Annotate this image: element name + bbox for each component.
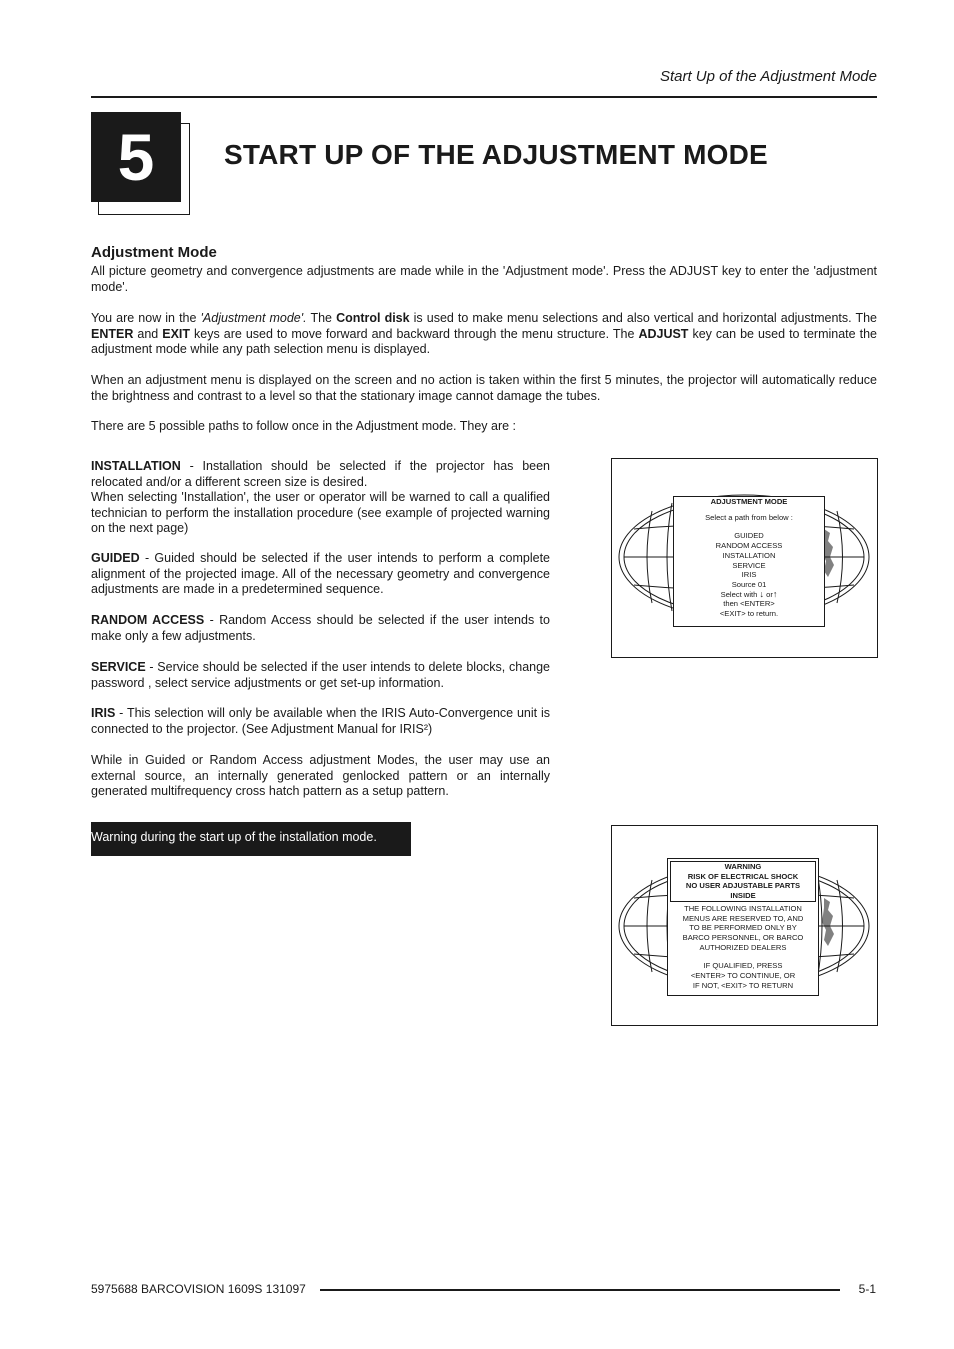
paragraph-intro: All picture geometry and convergence adjustments are made while in the 'Adjustment mode'. Press the ADJUST key to enter the 'adjustment mode'.: [91, 264, 877, 294]
warning-line-4: INSIDE: [730, 891, 756, 901]
figure-installation-warning: [611, 825, 878, 1026]
arrow-up-icon: ↑: [772, 588, 778, 599]
paragraph-adjustment-mode: You are now in the 'Adjustment mode'. The Control disk is used to make menu selections and also vertical and horizontal adjustments. The ENTER and EXIT keys are used to move forward and backward through the menu structure. The ADJUST key can be used to terminate the adjustment mode while any path selection menu is displayed.: [91, 311, 877, 356]
paragraph-paths-intro: There are 5 possible paths to follow once in the Adjustment mode. They are :: [91, 419, 517, 433]
warning-body-7: <ENTER> TO CONTINUE, OR: [690, 971, 796, 981]
menu-prompt: Select a path from below :: [705, 512, 793, 522]
footer-rule: [320, 1289, 840, 1291]
footer-document-id: 5975688 BARCOVISION 1609S 131097: [91, 1282, 306, 1296]
menu-source: Source 01: [731, 579, 767, 589]
path-installation: INSTALLATION - Installation should be selected if the projector has been relocated and/or a different screen size is desired. When selecting 'Installation', the user or operator will be warned to call a qualified technician to perform the installation procedure (see example of projected warning on the next page): [91, 459, 550, 535]
adjustment-mode-menu: [673, 496, 825, 627]
header-rule: [91, 96, 877, 98]
arrow-down-icon: ↓: [759, 588, 764, 599]
warning-line-3: NO USER ADJUSTABLE PARTS: [685, 881, 801, 891]
menu-enter-hint: then <ENTER>: [723, 599, 775, 609]
warning-line-2: RISK OF ELECTRICAL SHOCK: [687, 871, 799, 881]
menu-title: ADJUSTMENT MODE: [710, 497, 788, 506]
path-random-access: RANDOM ACCESS - Random Access should be selected if the user intends to make only a few adjustments.: [91, 613, 550, 643]
chapter-title: START UP OF THE ADJUSTMENT MODE: [224, 139, 768, 170]
paragraph-timeout: When an adjustment menu is displayed on the screen and no action is taken within the first 5 minutes, the projector will automatically reduce the brightness and contrast to a level so that the stationary image cannot damage the tubes.: [91, 373, 877, 403]
menu-select-hint: Select with ↓ or↑: [720, 588, 778, 599]
menu-exit-hint: <EXIT> to return.: [719, 609, 779, 619]
warning-body-3: TO BE PERFORMED ONLY BY: [689, 923, 797, 933]
warning-body-2: MENUS ARE RESERVED TO, AND: [682, 913, 804, 923]
menu-item-random-access[interactable]: RANDOM ACCESS: [715, 541, 783, 551]
menu-item-guided[interactable]: GUIDED: [734, 531, 764, 541]
warning-body-4: BARCO PERSONNEL, OR BARCO: [682, 932, 804, 942]
warning-caption-bar: Warning during the start up of the installation mode.: [91, 822, 411, 856]
menu-item-iris[interactable]: IRIS: [741, 570, 757, 580]
installation-warning-box: [667, 858, 819, 996]
warning-body-5: AUTHORIZED DEALERS: [699, 942, 787, 952]
path-guided: GUIDED - Guided should be selected if the user intends to perform a complete alignment of the projected image. All of the necessary geometry and convergence adjustments are made in a predetermined sequence.: [91, 551, 550, 596]
warning-body-6: IF QUALIFIED, PRESS: [703, 961, 783, 971]
path-iris: IRIS - This selection will only be available when the IRIS Auto-Convergence unit is connected to the projector. (See Adjustment Manual for IRIS²): [91, 706, 550, 736]
section-heading: Adjustment Mode: [91, 244, 217, 261]
path-service: SERVICE - Service should be selected if the user intends to delete blocks, change password , select service adjustments or get set-up information.: [91, 660, 550, 690]
figure-adjustment-menu: [611, 458, 878, 658]
running-header: Start Up of the Adjustment Mode: [659, 68, 877, 85]
chapter-number: 5: [91, 112, 181, 202]
menu-item-installation[interactable]: INSTALLATION: [722, 550, 776, 560]
warning-line-1: WARNING: [724, 862, 762, 871]
footer-page-number: 5-1: [858, 1282, 876, 1296]
warning-body-8: IF NOT, <EXIT> TO RETURN: [692, 980, 794, 990]
menu-item-service[interactable]: SERVICE: [732, 560, 766, 570]
warning-body-1: THE FOLLOWING INSTALLATION: [684, 903, 802, 913]
paragraph-setup-pattern: While in Guided or Random Access adjustment Modes, the user may use an external source, an internally generated genlocked pattern or an internally generated multifrequency cross hatch pattern as a setup pattern.: [91, 753, 550, 798]
